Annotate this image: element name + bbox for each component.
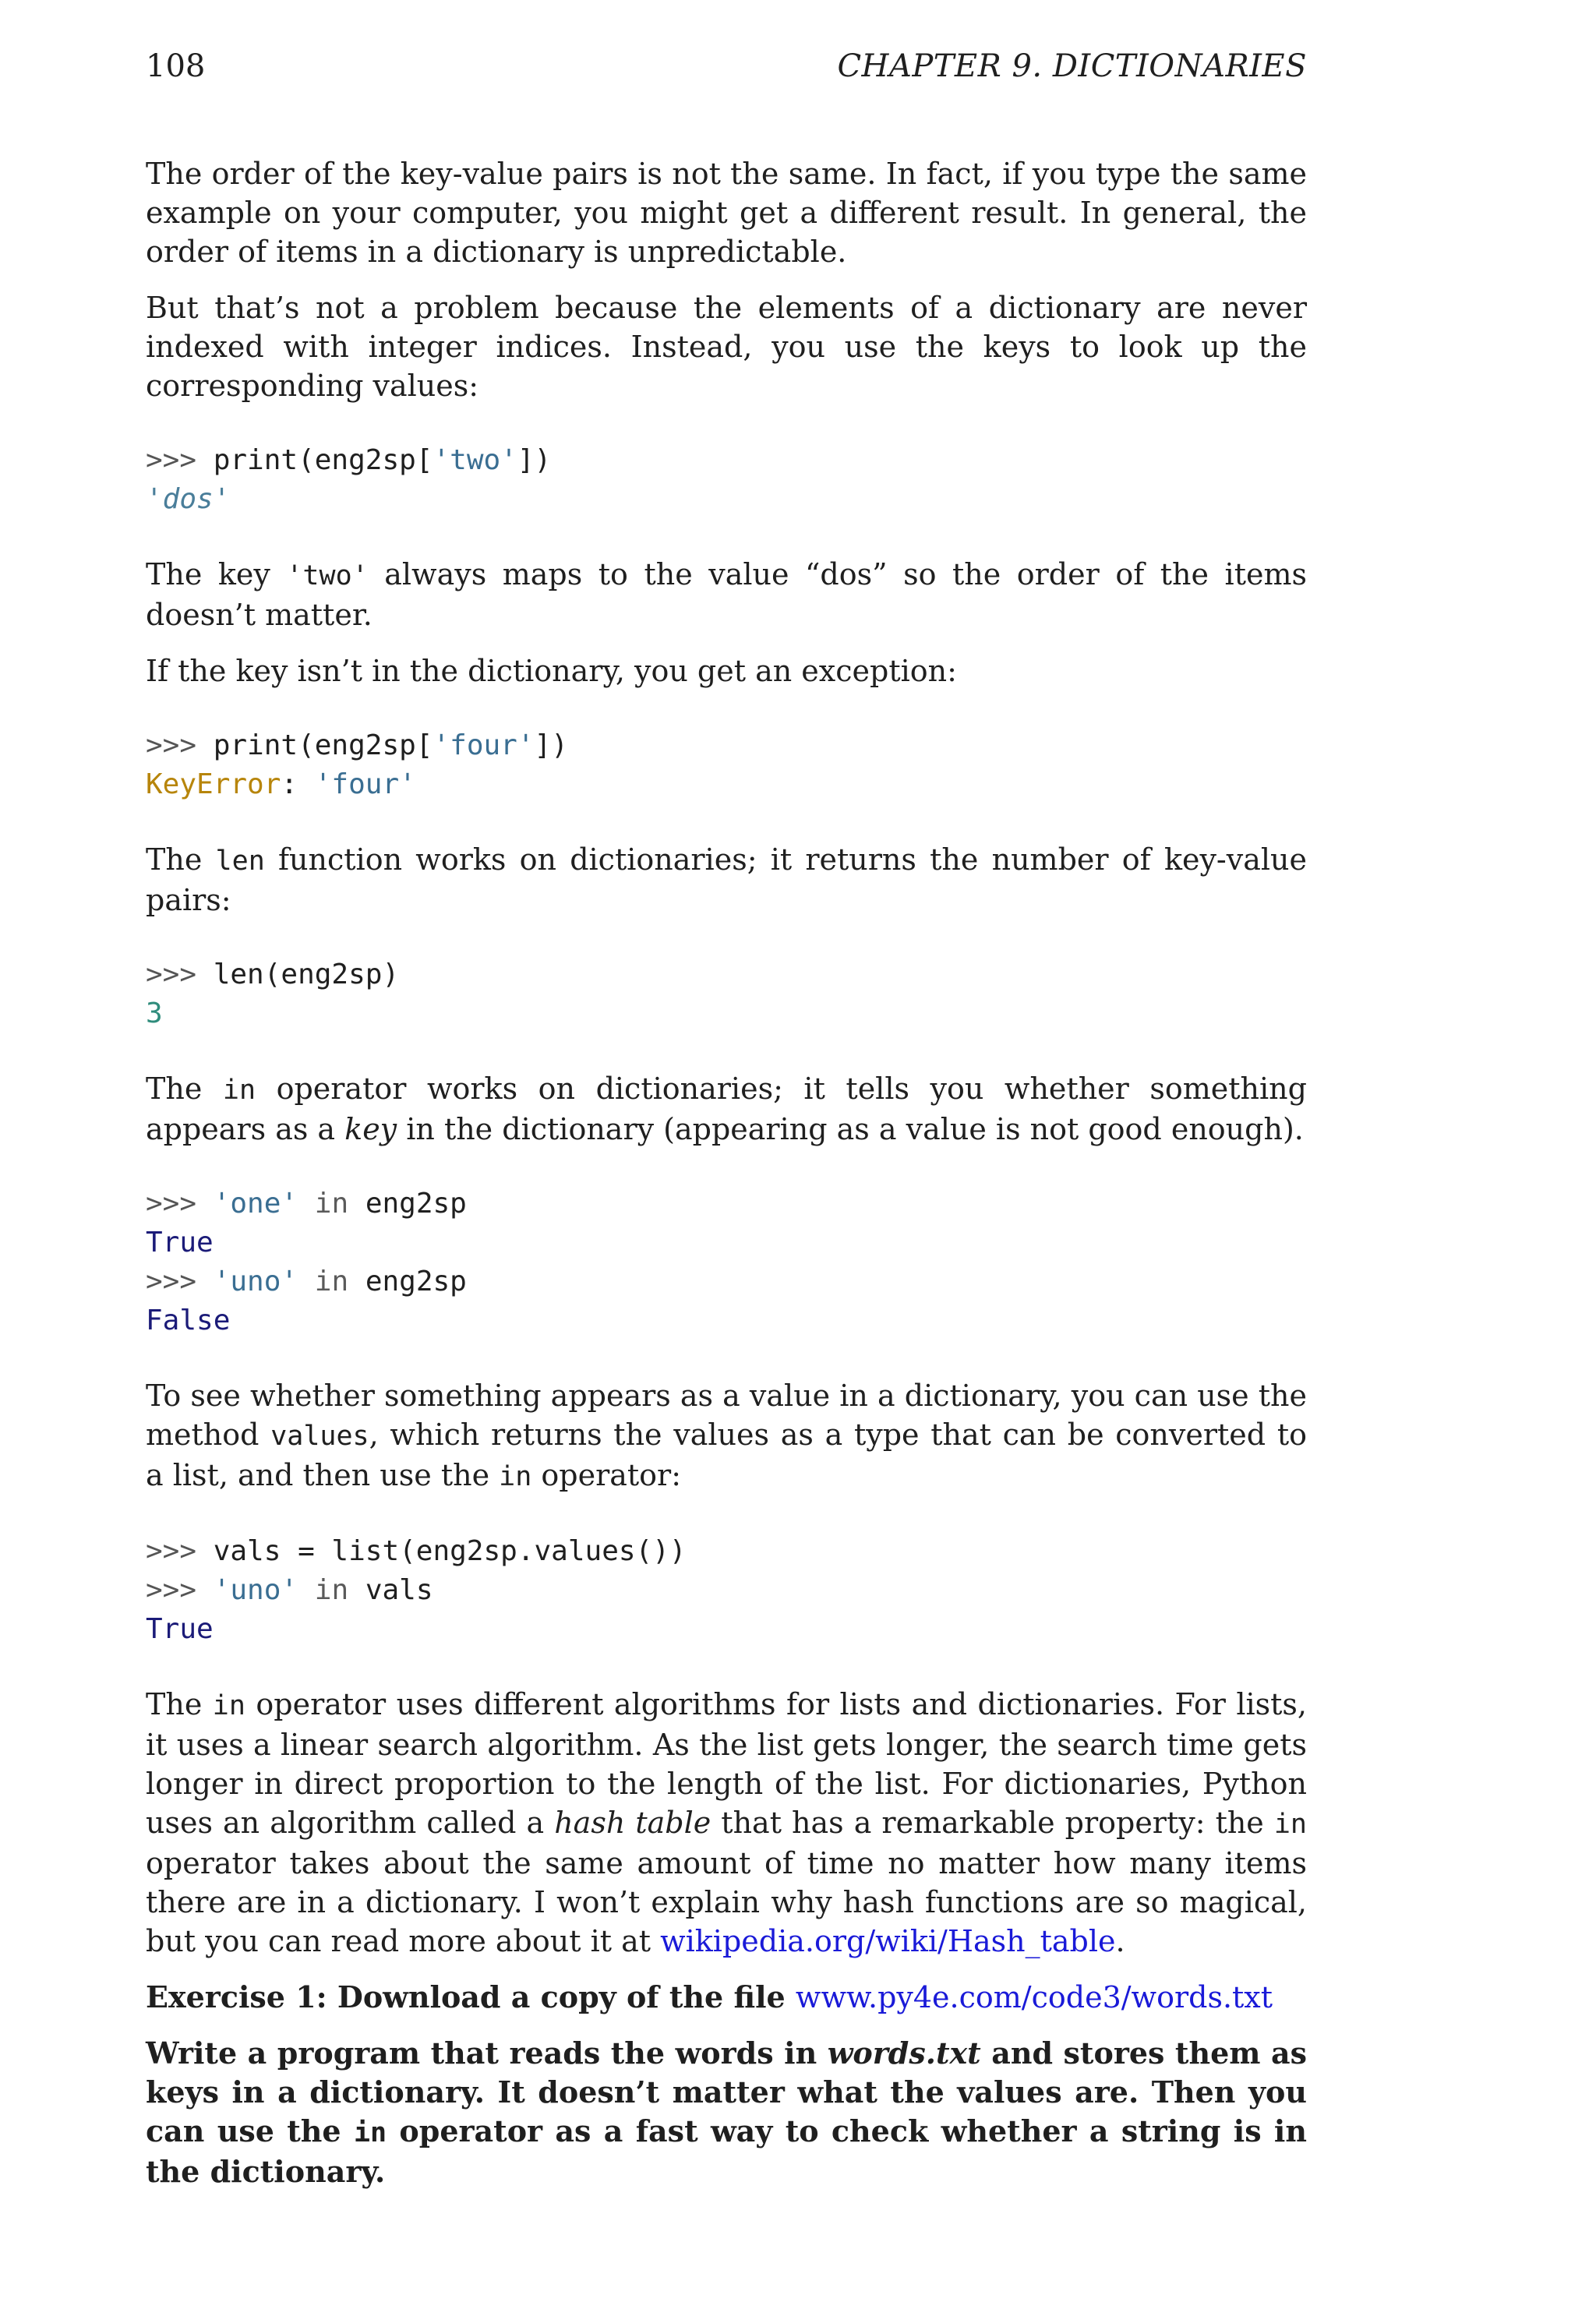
paragraph-key-maps: The key 'two' always maps to the value “dos” so the order of the items doesn’t matter. [146,557,1307,632]
document-page [146,47,1307,2208]
paragraph-hash-table: The in operator uses different algorithms for lists and dictionaries. For lists, it uses a linear search algorithm. As the list gets longer, the search time gets longer in direct proportion to the length of the list. For dictionaries, Python uses an algorithm called a hash table that has a remarkable property: the in operator takes about the same amount of time no matter how many items there are in a dictionary. I won’t explain why hash functions are so magical, but you can read more about it at wikipedia.org/wiki/Hash_table. [146,1687,1308,1958]
code-block-keyerror: >>> print(eng2sp['four']) KeyError: 'four' [146,729,568,800]
paragraph-keys-lookup: But that’s not a problem because the elements of a dictionary are never indexed with integer indices. Instead, you use the keys to look up the corresponding values: [146,291,1307,403]
hash-table-link[interactable]: wikipedia.org/wiki/Hash_table [660,1924,1116,1958]
code-block-len: >>> len(eng2sp) 3 [146,959,400,1029]
paragraph-values-method: To see whether something appears as a value in a dictionary, you can use the method values, which returns the values as a type that can be converted to a list, and then use the in operator: [146,1379,1307,1492]
paragraph-exception: If the key isn’t in the dictionary, you get an exception: [146,654,957,688]
running-header [146,47,1307,109]
code-block-lookup: >>> print(eng2sp['two']) 'dos' [146,444,552,515]
exercise-1-heading: Exercise 1: Download a copy of the file www.py4e.com/code3/words.txt [146,1979,1273,2014]
words-file-link[interactable]: www.py4e.com/code3/words.txt [795,1980,1273,2014]
chapter-title: CHAPTER 9. DICTIONARIES [837,48,1307,84]
exercise-1-body: Write a program that reads the words in words.txt and stores them as keys in a dictionary. It doesn’t matter what the values are. Then you can use the in operator as a fast way to check whether a string is in the dictionary. [146,2035,1307,2189]
code-block-values: >>> vals = list(eng2sp.values()) >>> 'uno' in vals True [146,1535,687,1645]
paragraph-in-operator: The in operator works on dictionaries; it tells you whether something appears as a key in the dictionary (appearing as a value is not good enough). [146,1072,1307,1146]
code-output: 'dos' [146,483,231,515]
paragraph-len: The len function works on dictionaries; it returns the number of key-value pairs: [146,842,1308,917]
code-block-in: >>> 'one' in eng2sp True >>> 'uno' in eng2sp False [146,1188,467,1336]
page-number: 108 [146,48,206,84]
paragraph-order-unpredictable: The order of the key-value pairs is not the same. In fact, if you type the same example on your computer, you might get a different result. In general, the order of items in a dictionary is unpredictable. [146,157,1307,269]
